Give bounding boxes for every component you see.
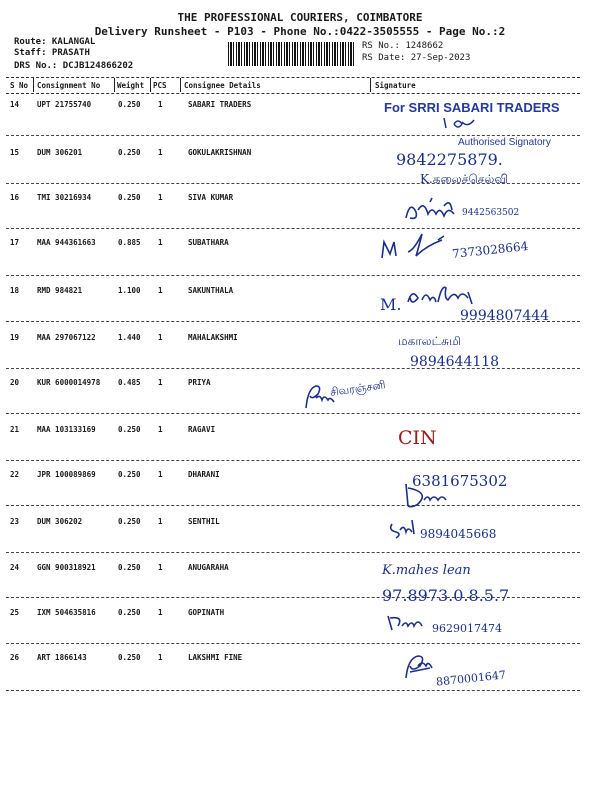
row-consignee: ANUGARAHA: [188, 563, 229, 572]
signature-row-14: [440, 112, 480, 134]
row-divider: [6, 275, 580, 276]
row-sno: 17: [10, 238, 20, 247]
signature-row-26: [400, 652, 440, 682]
header-top-rule: [6, 77, 580, 78]
row-sno: 22: [10, 470, 20, 479]
signature-row-18: [400, 282, 500, 310]
row-divider: [6, 460, 580, 461]
signature-phone-18: 9994807444: [460, 308, 550, 324]
signature-phone-23: 9894045668: [420, 527, 497, 541]
row-pcs: 1: [158, 470, 163, 479]
row-pcs: 1: [158, 286, 163, 295]
row-sno: 14: [10, 100, 20, 109]
row-consignment-no: ART 1866143: [37, 653, 87, 662]
row-consignment-no: DUM 306201: [37, 148, 83, 157]
signature-row-25: [384, 610, 430, 634]
row-weight: 0.250: [118, 608, 141, 617]
row-consignee: GOPINATH: [188, 608, 225, 617]
row-consignee: MAHALAKSHMI: [188, 333, 238, 342]
row-consignee: SABARI TRADERS: [188, 100, 252, 109]
signature-phone-15: 9842275879.: [396, 150, 503, 169]
signature-phone-24: 97.8973.0.8.5.7: [382, 586, 510, 605]
signature-row-22: [396, 480, 456, 510]
row-consignment-no: KUR 6000014978: [37, 378, 101, 387]
stamp-company: For SRRI SABARI TRADERS: [384, 100, 560, 115]
row-divider: [6, 643, 580, 644]
col-header-consignee: Consignee Details: [184, 81, 261, 90]
row-sno: 25: [10, 608, 20, 617]
row-consignment-no: JPR 100089869: [37, 470, 96, 479]
row-consignee: SENTHIL: [188, 517, 220, 526]
row-weight: 0.250: [118, 517, 141, 526]
row-sno: 23: [10, 517, 20, 526]
row-pcs: 1: [158, 378, 163, 387]
row-sno: 19: [10, 333, 20, 342]
row-weight: 0.250: [118, 563, 141, 572]
row-sno: 18: [10, 286, 20, 295]
row-weight: 0.885: [118, 238, 141, 247]
row-consignment-no: MAA 297067122: [37, 333, 96, 342]
row-consignment-no: DUM 306202: [37, 517, 83, 526]
rs-date: RS Date: 27-Sep-2023: [362, 53, 471, 63]
signature-name-20: சிவரஞ்சனி: [329, 378, 387, 399]
row-pcs: 1: [158, 563, 163, 572]
rs-number: RS No.: 1248662: [362, 41, 444, 51]
row-consignee: LAKSHMI FINE: [188, 653, 243, 662]
signature-name-15: K.கலைச்செல்வி: [420, 172, 509, 186]
row-weight: 1.440: [118, 333, 141, 342]
row-divider: [6, 505, 580, 506]
row-consignment-no: RMD 984821: [37, 286, 83, 295]
row-consignment-no: MAA 944361663: [37, 238, 96, 247]
row-sno: 20: [10, 378, 20, 387]
row-divider: [6, 690, 580, 691]
signature-phone-26: 8870001647: [435, 668, 507, 689]
row-pcs: 1: [158, 100, 163, 109]
row-weight: 0.250: [118, 653, 141, 662]
col-header-pcs: PCS: [153, 81, 167, 90]
row-divider: [6, 228, 580, 229]
col-header-sno: S No: [10, 81, 29, 90]
row-consignment-no: UPT 21755740: [37, 100, 92, 109]
row-pcs: 1: [158, 148, 163, 157]
staff-label: Staff: PRASATH: [14, 48, 90, 58]
signature-phone-22: 6381675302: [412, 472, 508, 490]
row-consignee: SAKUNTHALA: [188, 286, 234, 295]
signature-name-21: CIN: [398, 427, 437, 449]
runsheet-subtitle: Delivery Runsheet - P103 - Phone No.:0422-3505555 - Page No.:2: [94, 25, 506, 38]
row-consignee: PRIYA: [188, 378, 211, 387]
col-divider: [114, 78, 115, 92]
row-divider: [6, 552, 580, 553]
row-pcs: 1: [158, 517, 163, 526]
route-label: Route: KALANGAL: [14, 37, 96, 47]
row-pcs: 1: [158, 193, 163, 202]
row-weight: 0.485: [118, 378, 141, 387]
row-weight: 0.250: [118, 470, 141, 479]
stamp-authorised: Authorised Signatory: [458, 137, 551, 148]
col-divider: [150, 78, 151, 92]
row-sno: 26: [10, 653, 20, 662]
row-weight: 0.250: [118, 148, 141, 157]
row-weight: 0.250: [118, 100, 141, 109]
row-pcs: 1: [158, 238, 163, 247]
row-divider: [6, 135, 580, 136]
row-weight: 1.100: [118, 286, 141, 295]
row-consignee: DHARANI: [188, 470, 220, 479]
col-divider: [33, 78, 34, 92]
signature-name-24: K.mahes lean: [382, 563, 471, 578]
col-header-signature: Signature: [375, 81, 416, 90]
row-consignee: SIVA KUMAR: [188, 193, 234, 202]
row-consignee: SUBATHARA: [188, 238, 229, 247]
row-divider: [6, 413, 580, 414]
row-consignment-no: TMI 30216934: [37, 193, 92, 202]
row-sno: 24: [10, 563, 20, 572]
row-pcs: 1: [158, 653, 163, 662]
barcode-image: [228, 42, 354, 66]
col-header-consignment: Consignment No: [37, 81, 101, 90]
signature-name-19: மகாலட்சுமி: [398, 334, 461, 348]
signature-name-18: M.: [380, 295, 402, 314]
signature-phone-16: 9442563502: [462, 208, 520, 218]
row-pcs: 1: [158, 333, 163, 342]
row-weight: 0.250: [118, 193, 141, 202]
row-consignment-no: GGN 900318921: [37, 563, 96, 572]
row-consignee: GOKULAKRISHNAN: [188, 148, 252, 157]
drs-number: DRS No.: DCJB124866202: [14, 61, 134, 71]
row-sno: 16: [10, 193, 20, 202]
row-sno: 21: [10, 425, 20, 434]
row-weight: 0.250: [118, 425, 141, 434]
signature-phone-25: 9629017474: [432, 622, 502, 635]
row-pcs: 1: [158, 608, 163, 617]
company-title: THE PROFESSIONAL COURIERS, COIMBATORE: [177, 11, 423, 24]
signature-phone-17: 7373028664: [451, 239, 529, 261]
row-consignment-no: IXM 504635816: [37, 608, 96, 617]
col-divider: [180, 78, 181, 92]
row-pcs: 1: [158, 425, 163, 434]
row-consignment-no: MAA 103133169: [37, 425, 96, 434]
row-sno: 15: [10, 148, 20, 157]
signature-phone-19: 9894644118: [410, 354, 500, 370]
row-consignee: RAGAVI: [188, 425, 216, 434]
col-divider: [370, 78, 371, 92]
col-header-weight: Weight: [117, 81, 145, 90]
